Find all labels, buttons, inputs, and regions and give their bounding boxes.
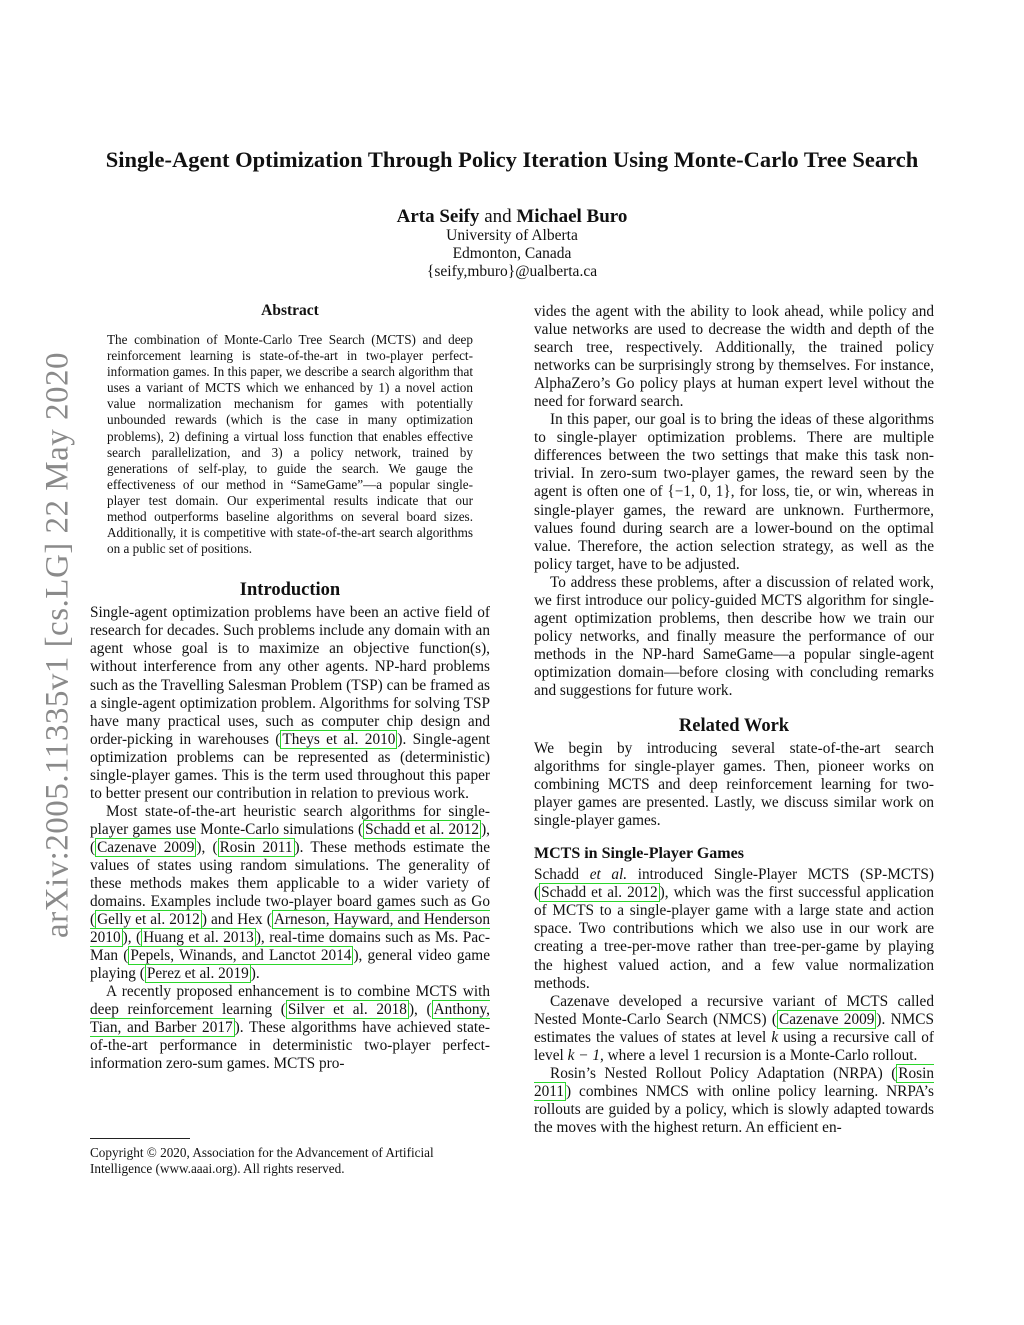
paragraph: Rosin’s Nested Rollout Policy Adaptation (NRPA) ( Rosin 2011 ) combines NMCS with online policy learning. NRPA’s rollouts are guided by a policy, which is slowly adapted towards the moves with the highest return. An efficient en-: [534, 1064, 934, 1136]
arxiv-stamp: arXiv:2005.11335v1 [cs.LG] 22 May 2020: [39, 351, 76, 939]
paragraph: We begin by introducing several state-of-the-art search algorithms for single-player games. Then, pioneer works on combining MCTS and deep reinforcement learning for two-player games are presented. Lastly, we discuss similar work on single-player games.: [534, 740, 934, 830]
paragraph: Most state-of-the-art heuristic search algorithms for single-player games use Monte-Carlo simulations ( Schadd et al. 2012 ), ( Cazenave 2009 ), ( Rosin 2011 ). These methods estimate the values of states using random simulations. The generality of these methods makes them applicable to a wider variety of domains. Examples include two-player board games such as Go ( Gelly et al. 2012 ) and Hex ( Arneson, Hayward, and Henderson 2010 ), ( Huang et al. 2013 ), real-time domains such as Ms. Pac-Man ( Pepels, Winands, and Lanctot 2014 ), general video game playing ( Perez et al. 2019 ).: [90, 802, 490, 983]
paragraph: Schadd et al. introduced Single-Player MCTS (SP-MCTS) ( Schadd et al. 2012 ), which was the first successful application of MCTS to a single-player game with a large state and action space. Two contributions which we also use in our work are creating a tree-per-move rather than tree-per-game by playing the highest valued action, and a few value normalization methods.: [534, 866, 934, 992]
paper-title: Single-Agent Optimization Through Policy Iteration Using Monte-Carlo Tree Search: [105, 147, 919, 172]
citation-link[interactable]: Cazenave 2009: [97, 838, 195, 856]
abstract-section: [90, 302, 490, 557]
subsection-heading: MCTS in Single-Player Games: [534, 845, 744, 863]
copyright-line: Intelligence (www.aaai.org). All rights reserved.: [90, 1161, 345, 1176]
affiliation: University of Alberta: [446, 227, 578, 244]
citation-link[interactable]: Schadd et al. 2012: [541, 884, 658, 902]
citation-link[interactable]: Rosin 2011: [534, 1064, 934, 1100]
section-heading: Introduction: [239, 580, 341, 601]
abstract-text: The combination of Monte-Carlo Tree Search (MCTS) and deep reinforcement learning is state-of-the-art in two-player perfect-information games. In this paper, we describe a search algorithm that uses a variant of MCTS which we enhanced by 1) a novel action value normalization mechanism for games with potentially unbounded rewards (which is the case in many optimization problems), 2) defining a virtual loss function that enables effective search parallelization, and 3) a policy network, trained by generations of self-play, to guide the search. We gauge the effectiveness of our method in “SameGame”—a popular single-player test domain. Our experimental results indicate that our method outperforms baseline algorithms on several board sizes. Additionally, it is competitive with state-of-the-art search algorithms on a public set of positions.: [107, 332, 473, 557]
paragraph: vides the agent with the ability to look ahead, while policy and value networks are used to decrease the width and depth of the search tree, respectively. Additionally, the trained policy networks can be surprisingly strong by themselves. For instance, AlphaZero’s Go policy plays at human expert level without the need for forward search.: [534, 303, 934, 411]
citation-link[interactable]: Arneson, Hayward, and Henderson 2010: [90, 911, 490, 947]
section-heading: Related Work: [678, 716, 790, 737]
footnote-rule: [90, 1138, 190, 1139]
right-column: [534, 303, 934, 1137]
citation-link[interactable]: Silver et al. 2018: [287, 1001, 407, 1019]
author-separator: and: [479, 206, 517, 227]
author-name: Arta Seify: [396, 206, 480, 227]
citation-link[interactable]: Gelly et al. 2012: [97, 911, 200, 929]
email: {seify,mburo}@ualberta.ca: [426, 263, 598, 280]
copyright-notice: [90, 1138, 490, 1177]
paragraph: A recently proposed enhancement is to combine MCTS with deep reinforcement learning ( Silver et al. 2018 ), ( Anthony, Tian, and Barber 2017 ). These algorithms have achieved state-of-the-art performance in deterministic two-player perfect-information zero-sum games. MCTS pro-: [90, 983, 490, 1073]
abstract-heading: Abstract: [261, 302, 319, 319]
citation-link[interactable]: Anthony, Tian, and Barber 2017: [90, 1001, 490, 1037]
author-line: [100, 205, 924, 229]
citation-link[interactable]: Rosin 2011: [219, 838, 293, 856]
paragraph: In this paper, our goal is to bring the ideas of these algorithms to single-player optimization problems. There are multiple differences between the two settings that make this task non-trivial. In zero-sum two-player games, the reward seen by the agent is often one of {−1, 0, 1}, for loss, tie, or win, whereas in single-player games, the reward are unknown. Furthermore, values found during search are a lower-bound on the optimal value. Therefore, the action selection strategy, as well as the policy target, have to be adjusted.: [534, 411, 934, 573]
citation-link[interactable]: Theys et al. 2010: [282, 730, 396, 748]
location: Edmonton, Canada: [452, 245, 572, 262]
left-column: [90, 302, 490, 1074]
paragraph: Cazenave developed a recursive variant of MCTS called Nested Monte-Carlo Search (NMCS) ( Cazenave 2009 ). NMCS estimates the values of states at level k using a recursive call of level k − 1, where a level 1 recursion is a Monte-Carlo rollout.: [534, 992, 935, 1064]
citation-link[interactable]: Pepels, Winands, and Lanctot 2014: [130, 947, 352, 965]
paragraph: To address these problems, after a discussion of related work, we first introduce our policy-guided MCTS algorithm for single-agent optimization problems, then describe how we train our policy networks, and finally measure the performance of our methods in the NP-hard SameGame—a popular single-agent optimization domain—before closing with concluding remarks and suggestions for future work.: [534, 573, 934, 699]
citation-link[interactable]: Huang et al. 2013: [143, 929, 254, 947]
citation-link[interactable]: Perez et al. 2019: [146, 965, 249, 983]
citation-link[interactable]: Cazenave 2009: [779, 1010, 875, 1028]
citation-link[interactable]: Schadd et al. 2012: [365, 820, 480, 838]
affiliation-block: [100, 227, 924, 281]
paragraph: Single-agent optimization problems have been an active field of research for decades. Such problems include any domain with an agent whose goal is to maximize an objective function(s), without interference from any other agents. NP-hard problems such as the Travelling Salesman Problem (TSP) can be framed as a single-agent optimization problem. Algorithms for solving TSP have many practical uses, such as computer chip design and order-picking in warehouses ( Theys et al. 2010 ). Single-agent optimization problems can be represented as (deterministic) single-player games. This is the term used throughout this paper to better present our contribution in relation to previous work.: [90, 604, 490, 802]
copyright-line: Copyright © 2020, Association for the Advancement of Artificial: [90, 1145, 434, 1160]
author-name: Michael Buro: [516, 206, 628, 227]
introduction-section: [90, 579, 490, 1073]
